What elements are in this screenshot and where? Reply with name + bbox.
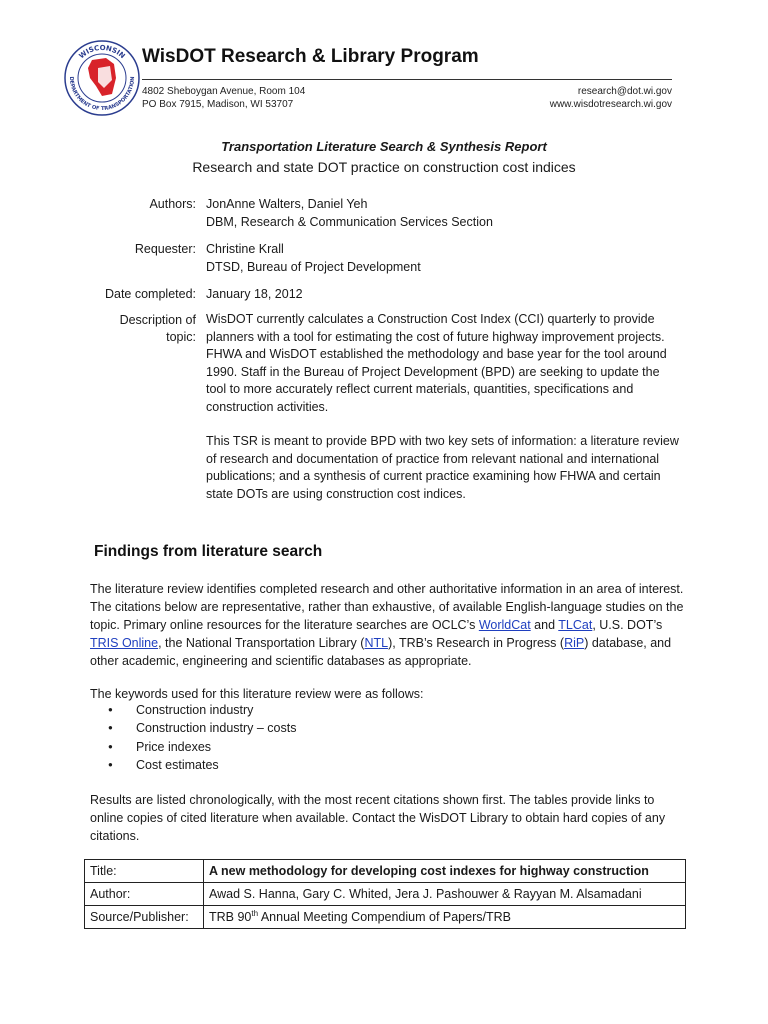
description-label-1: Description of bbox=[119, 313, 196, 327]
keyword-item: ● Cost estimates bbox=[108, 756, 297, 774]
source-label: Source/Publisher: bbox=[85, 906, 204, 929]
contact-website[interactable]: www.wisdotresearch.wi.gov bbox=[549, 99, 672, 110]
logo-bottom-text: DEPARTMENT OF TRANSPORTATION bbox=[67, 76, 137, 113]
description-paragraph-1: WisDOT currently calculates a Construction Cost Index (CCI) quarterly to provide planners with a tool for estimating the cost of future highway improvement projects. FHWA and WisDOT established the methodology and base year for the tool around 1990. Staff in the Bureau of Project Development (BPD) are seeking to update the tool to more accurately reflect current materials, quantities, specifications and construction activities. bbox=[206, 312, 667, 414]
table-row bbox=[85, 883, 686, 906]
report-subtitle: Research and state DOT practice on construction cost indices bbox=[192, 159, 576, 175]
wisdot-logo bbox=[62, 38, 142, 118]
address-line-1: 4802 Sheboygan Avenue, Room 104 bbox=[142, 86, 306, 97]
findings-heading: Findings from literature search bbox=[94, 543, 323, 560]
tlcat-link[interactable]: TLCat bbox=[558, 618, 593, 632]
logo-top-text: WISCONSIN bbox=[77, 43, 127, 61]
requester-name: Christine Krall bbox=[206, 242, 284, 256]
tris-online-link[interactable]: TRIS Online bbox=[90, 636, 159, 650]
date-label: Date completed: bbox=[104, 287, 196, 301]
author-label: Author: bbox=[85, 883, 204, 906]
report-title: Transportation Literature Search & Synthesis Report bbox=[221, 139, 547, 154]
findings-intro: The literature review identifies completed research and other authoritative information in an area of interest. The citations below are representative, rather than exhaustive, of available English-language studies on the topic. Primary online resources for the literature searches are OCLC’s WorldCat and TLCat, U.S. DOT’s TRIS Online, the National Transportation Library (NTL), TRB’s Research in Progress (RiP) database, and other academic, engineering and scientific databases as appropriate. bbox=[90, 582, 684, 668]
ntl-link[interactable]: NTL bbox=[364, 636, 389, 650]
requester-label: Requester: bbox=[134, 242, 196, 256]
svg-text:WISCONSIN bbox=[78, 44, 127, 60]
program-title: WisDOT Research & Library Program bbox=[142, 46, 479, 67]
contact-email[interactable]: research@dot.wi.gov bbox=[577, 86, 672, 97]
results-note: Results are listed chronologically, with the most recent citations shown first. The tables provide links to online copies of cited literature when available. Contact the WisDOT Library to obtain hard copies of any citations. bbox=[90, 793, 666, 843]
authors-label: Authors: bbox=[149, 197, 196, 211]
description-paragraph-2: This TSR is meant to provide BPD with two key sets of information: a literature review of research and documentation of practice from relevant national and international publications; and a synthesis of current practice examining how FHWA and certain state DOTs are using construction cost indices. bbox=[206, 434, 679, 501]
keyword-item: ● Construction industry – costs bbox=[108, 719, 297, 737]
address-line-2: PO Box 7915, Madison, WI 53707 bbox=[142, 99, 294, 110]
table-row bbox=[85, 860, 686, 883]
keywords-list bbox=[108, 701, 297, 774]
citation-table bbox=[84, 859, 686, 929]
author-value: Awad S. Hanna, Gary C. Whited, Jera J. Pashouwer & Rayyan M. Alsamadani bbox=[204, 883, 686, 906]
source-value: TRB 90th Annual Meeting Compendium of Papers/TRB bbox=[204, 906, 686, 929]
authors-unit: DBM, Research & Communication Services Section bbox=[206, 215, 493, 229]
keywords-intro: The keywords used for this literature review were as follows: bbox=[90, 687, 424, 701]
keyword-item: ● Price indexes bbox=[108, 738, 297, 756]
worldcat-link[interactable]: WorldCat bbox=[478, 618, 531, 632]
authors-names: JonAnne Walters, Daniel Yeh bbox=[206, 197, 368, 211]
requester-unit: DTSD, Bureau of Project Development bbox=[206, 260, 421, 274]
table-row bbox=[85, 906, 686, 929]
header-divider bbox=[142, 79, 672, 80]
description-label-2: topic: bbox=[166, 330, 196, 344]
title-value: A new methodology for developing cost indexes for highway construction bbox=[204, 860, 686, 883]
title-label: Title: bbox=[85, 860, 204, 883]
keyword-item: ● Construction industry bbox=[108, 701, 297, 719]
date-value: January 18, 2012 bbox=[206, 287, 303, 301]
rip-link[interactable]: RiP bbox=[564, 636, 585, 650]
